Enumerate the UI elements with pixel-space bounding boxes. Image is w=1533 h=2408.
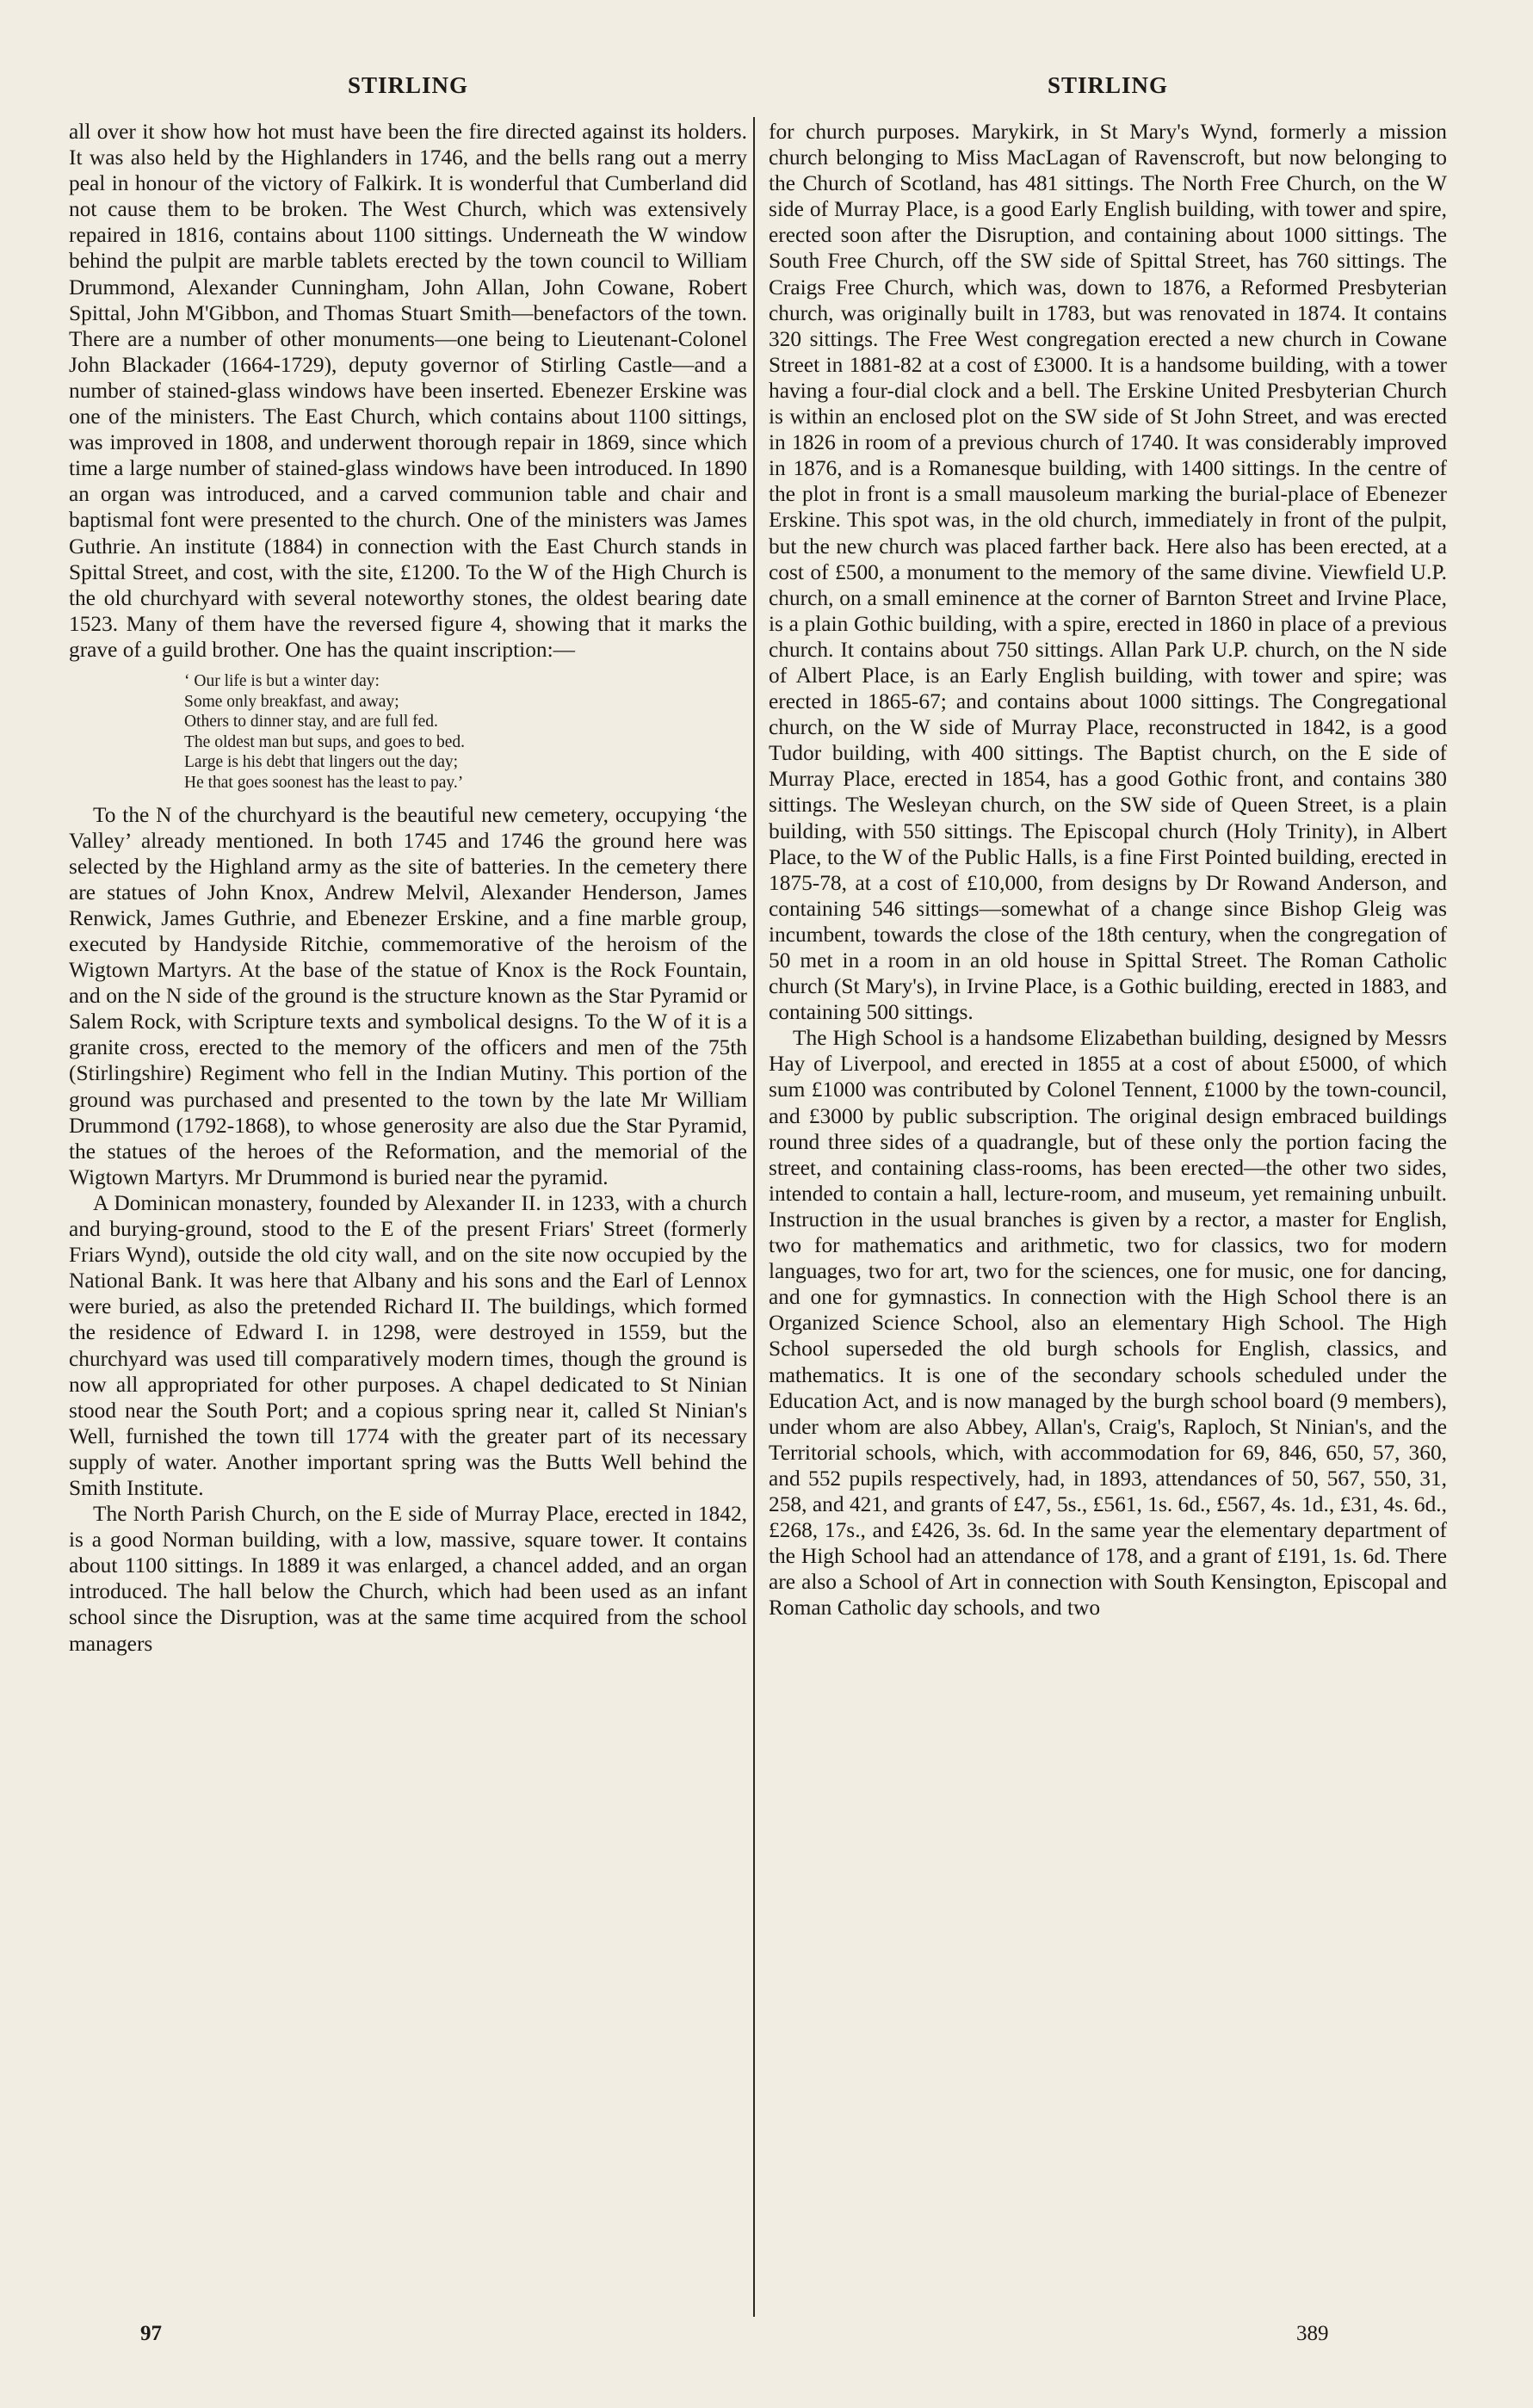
paragraph: all over it show how hot must have been the fire directed against its holders. It was also held by the Highlanders in 1746, and the bells rang out a merry peal in honour of the victory of Falkirk. It is wonderful that Cumberland did not cause them to be broken. The West Church, which was extensively repaired in 1816, contains about 1100 sittings. Underneath the W window behind the pulpit are marble tablets erected by the town council to William Drummond, Alexander Cunningham, John Allan, John Cowane, Robert Spittal, John M'Gibbon, and Thomas Stuart Smith—benefactors of the town. There are a number of other monuments—one being to Lieutenant-Colonel John Blackader (1664-1729), deputy governor of Stirling Castle—and a number of stained-glass windows have been inserted. Ebenezer Erskine was one of the ministers. The East Church, which contains about 1100 sittings, was improved in 1808, and underwent thorough repair in 1869, since which time a large number of stained-glass windows have been introduced. In 1890 an organ was introduced, and a carved communion table and chair and baptismal font were presented to the church. One of the ministers was James Guthrie. An institute (1884) in connection with the East Church stands in Spittal Street, and cost, with the site, £1200. To the W of the High Church is the old churchyard with several noteworthy stones, the oldest bearing date 1523. Many of them have the reversed figure 4, showing that it marks the grave of a guild brother. One has the quaint inscription:— [69, 120, 747, 662]
poem-line: The oldest man but sups, and goes to bed. [184, 732, 466, 751]
paragraph: A Dominican monastery, founded by Alexander II. in 1233, with a church and burying-ground, stood to the E of the present Friars' Street (formerly Friars Wynd), outside the old city wall, and on the site now occupied by the National Bank. It was here that Albany and his sons and the Earl of Lennox were buried, as also the pretended Richard II. The buildings, which formed the residence of Edward I. in 1298, were destroyed in 1559, but the churchyard was used till comparatively modern times, though the ground is now all appropriated for other purposes. A chapel dedicated to St Ninian stood near the South Port; and a copious spring near it, called St Ninian's Well, furnished the town till 1774 with the greater part of its necessary supply of water. Another important spring was the Butts Well behind the Smith Institute. [69, 1190, 747, 1500]
running-head-right: STIRLING [1047, 72, 1169, 98]
column-divider [753, 117, 755, 2317]
poem-line: He that goes soonest has the least to pay.’ [184, 773, 464, 792]
paragraph: The High School is a handsome Elizabethan building, designed by Messrs Hay of Liverpool, and erected in 1855 at a cost of about £5000, of which sum £1000 was contributed by Colonel Tennent, £1000 by the town-council, and £3000 by public subscription. The original design embraced buildings round three sides of a quadrangle, but of these only the portion facing the street, and containing class-rooms, has been erected—the other two sides, intended to contain a hall, lecture-room, and museum, yet remaining unbuilt. Instruction in the usual branches is given by a rector, a master for English, two for mathematics and arithmetic, two for classics, two for modern languages, two for art, two for the sciences, one for music, one for dancing, and one for gymnastics. In connection with the High School there is an Organized Science School, also an elementary High School. The High School superseded the old burgh schools for English, classics, and mathematics. It is one of the secondary schools scheduled under the Education Act, and is now managed by the burgh school board (9 members), under whom are also Abbey, Allan's, Craig's, Raploch, St Ninian's, and the Territorial schools, which, with accommodation for 69, 846, 650, 57, 360, and 552 pupils respectively, had, in 1893, attendances of 50, 567, 550, 31, 258, and 421, and grants of £47, 5s., £561, 1s. 6d., £567, 4s. 1d., £31, 4s. 6d., £268, 17s., and £426, 3s. 6d. In the same year the elementary department of the High School had an attendance of 178, and a grant of £191, 1s. 6d. There are also a School of Art in connection with South Kensington, Episcopal and Roman Catholic day schools, and two [769, 1026, 1447, 1621]
page-number-right: 389 [1296, 2322, 1329, 2345]
paragraph: for church purposes. Marykirk, in St Mary's Wynd, formerly a mission church belonging to Miss MacLagan of Ravenscroft, but now belonging to the Church of Scotland, has 481 sittings. The North Free Church, on the W side of Murray Place, is a good Early English building, with tower and spire, erected soon after the Disruption, and containing about 1000 sittings. The South Free Church, off the SW side of Spittal Street, has 760 sittings. The Craigs Free Church, which was, down to 1876, a Reformed Presbyterian church, was originally built in 1783, but was renovated in 1874. It contains 320 sittings. The Free West congregation erected a new church in Cowane Street in 1881-82 at a cost of £3000. It is a handsome building, with a tower having a four-dial clock and a bell. The Erskine United Presbyterian Church is within an enclosed plot on the SW side of St John Street, and was erected in 1826 in room of a previous church of 1740. It was considerably improved in 1876, and is a Romanesque building, with 1400 sittings. In the centre of the plot in front is a small mausoleum marking the burial-place of Ebenezer Erskine. This spot was, in the old church, immediately in front of the pulpit, but the new church was placed farther back. Here also has been erected, at a cost of £500, a monument to the memory of the same divine. Viewfield U.P. church, on a small eminence at the corner of Barnton Street and Irvine Place, is a plain Gothic building, with a spire, erected in 1860 in place of a previous church. It contains about 750 sittings. Allan Park U.P. church, on the N side of Albert Place, is an Early English building, with tower and spire; was erected in 1865-67; and contains about 1000 sittings. The Congregational church, on the W side of Murray Place, reconstructed in 1842, is a good Tudor building, with 400 sittings. The Baptist church, on the E side of Murray Place, erected in 1854, has a good Gothic front, and contains 380 sittings. The Wesleyan church, on the SW side of Queen Street, is a plain building, with 550 sittings. The Episcopal church (Holy Trinity), in Albert Place, to the W of the Public Halls, is a fine First Pointed building, erected in 1875-78, at a cost of £10,000, from designs by Dr Rowand Anderson, and containing 546 sittings—somewhat of a change since Bishop Gleig was incumbent, towards the close of the 18th century, when the congregation of 50 met in a room in an old house in Spittal Street. The Roman Catholic church (St Mary's), in Irvine Place, is a Gothic building, erected in 1883, and containing 500 sittings. [769, 120, 1447, 1025]
running-head-left: STIRLING [347, 72, 469, 98]
quoted-inscription [184, 671, 747, 793]
left-column [69, 119, 747, 1657]
paragraph: The North Parish Church, on the E side of Murray Place, erected in 1842, is a good Norman building, with a low, massive, square tower. It contains about 1100 sittings. In 1889 it was enlarged, a chancel added, and an organ introduced. The hall below the Church, which had been used as an infant school since the Disruption, was at the same time acquired from the school managers [69, 1502, 747, 1656]
paragraph: To the N of the churchyard is the beautiful new cemetery, occupying ‘the Valley’ already mentioned. In both 1745 and 1746 the ground here was selected by the Highland army as the site of batteries. In the cemetery there are statues of John Knox, Andrew Melvil, Alexander Henderson, James Renwick, James Guthrie, and Ebenezer Erskine, and a fine marble group, executed by Handyside Ritchie, commemorative of the heroism of the Wigtown Martyrs. At the base of the statue of Knox is the Rock Fountain, and on the N side of the ground is the structure known as the Star Pyramid or Salem Rock, with Scripture texts and symbolical designs. To the W of it is a granite cross, erected to the memory of the officers and men of the 75th (Stirlingshire) Regiment who fell in the Indian Mutiny. This portion of the ground was purchased and presented to the town by the late Mr William Drummond (1792-1868), to whose generosity are also due the Star Pyramid, the statues of the heroes of the Reformation, and the memorial of the Wigtown Martyrs. Mr Drummond is buried near the pyramid. [69, 802, 747, 1189]
poem-line: Others to dinner stay, and are full fed. [184, 713, 438, 732]
poem-line: ‘ Our life is but a winter day: [184, 671, 380, 690]
poem-line: Some only breakfast, and away; [184, 692, 399, 711]
page-number-left: 97 [140, 2322, 162, 2345]
poem-line: Large is his debt that lingers out the day; [184, 753, 459, 772]
right-column [769, 119, 1447, 1621]
